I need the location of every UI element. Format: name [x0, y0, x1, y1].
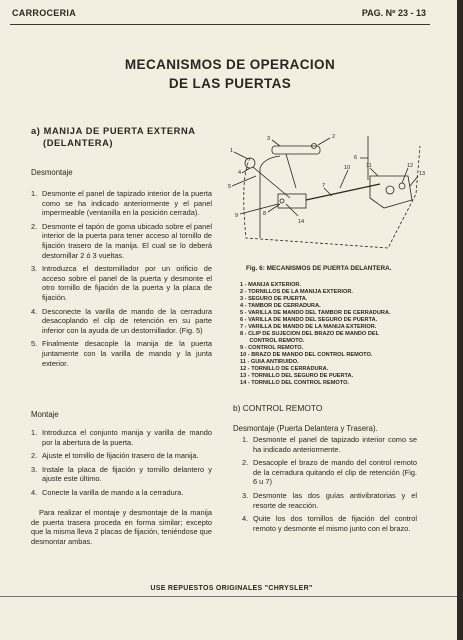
header-section: CARROCERIA	[12, 8, 77, 18]
remote-screw	[280, 199, 284, 203]
legend-item: 10 - BRAZO DE MANDO DEL CONTROL REMOTO.	[240, 352, 373, 358]
page-title-line1: MECANISMOS DE OPERACION	[124, 57, 336, 72]
section-b-subheading: Desmontaje (Puerta Delantera y Trasera).	[233, 424, 378, 433]
callout-label: 3	[267, 136, 271, 142]
section-b-heading: b) CONTROL REMOTO	[233, 403, 323, 413]
page-footer: USE REPUESTOS ORIGINALES "CHRYSLER"	[150, 585, 313, 592]
callout-label: 8	[263, 211, 267, 217]
remote-control-shape	[278, 194, 306, 208]
list-item: 2. Desmonte el tapón de goma ubicado sobre el panel interior de la puerta para tener acceso al tornillo de fijación trasero de la manija. El cual se lo deberá destornillar 2 ó 3 vueltas.	[31, 221, 212, 260]
door-inner-edge	[260, 156, 280, 238]
list-item: 3. Desmonte las dos guías antivibratorias y el resorte de reacción.	[242, 490, 417, 510]
figure-legend	[240, 282, 391, 387]
callout-label: 14	[298, 219, 305, 225]
latch-screw	[399, 183, 405, 189]
scan-edge-shadow	[457, 0, 463, 640]
callout-label: 10	[344, 165, 351, 171]
legend-item: 8 - CLIP DE SUJECION DEL BRAZO DE MANDO DEL	[240, 331, 380, 337]
door-mechanism-diagram	[220, 128, 435, 258]
latch-bolt	[386, 186, 394, 194]
page-header	[10, 6, 430, 25]
list-item: 1. Introduzca el conjunto manija y varilla de mando por la abertura de la puerta.	[31, 428, 212, 447]
door-panel-outline	[244, 146, 420, 248]
rod-cylinder	[253, 167, 290, 198]
header-page-number: PAG. Nº 23 - 13	[361, 8, 426, 18]
section-a-heading-line1: a) MANIJA DE PUERTA EXTERNA	[31, 126, 196, 136]
legend-item: 4 - TAMBOR DE CERRADURA.	[240, 303, 321, 309]
list-item: 2. Ajuste el tornillo de fijación trasero de la manija.	[31, 451, 199, 461]
list-item: 4. Quite los dos tornillos de fijación del control remoto y desmonte el mismo junto con el brazo.	[242, 514, 417, 533]
legend-item: 3 - SEGURO DE PUERTA.	[240, 296, 308, 302]
list-item: 2. Desacople el brazo de mando del control remoto de la cerradura quitando el clip de retención (Fig. 6 u 7)	[242, 458, 417, 487]
callout-label: 13	[419, 171, 426, 177]
callout-label: 6	[354, 155, 358, 161]
rod-handle	[286, 154, 296, 188]
montaje-heading: Montaje	[31, 410, 59, 419]
list-item: 3. Introduzca el destornillador por un orificio de acceso sobre el panel de la puerta y desmonte el otro tornillo de fijación de la puerta y la placa de fijación.	[31, 264, 212, 302]
callout-label: 11	[366, 163, 372, 169]
remote-arm	[306, 184, 380, 200]
callout-label: 9	[235, 213, 239, 219]
callout-label: 4	[238, 170, 242, 176]
legend-item: 2 - TORNILLOS DE LA MANIJA EXTERIOR.	[240, 289, 353, 295]
callout-label: 12	[407, 163, 414, 169]
desmontaje-steps	[31, 189, 212, 372]
latch-shape	[370, 176, 412, 208]
legend-item: CONTROL REMOTO.	[240, 338, 305, 344]
section-a-heading	[31, 125, 226, 149]
list-item: 4. Conecte la varilla de mando a la cerradura.	[31, 487, 184, 497]
legend-item: 5 - VARILLA DE MANDO DEL TAMBOR DE CERRADURA.	[240, 310, 391, 316]
page-title-line2: DE LAS PUERTAS	[168, 76, 292, 91]
legend-item: 12 - TORNILLO DE CERRADURA.	[240, 366, 329, 372]
legend-item: 11 - GUIA ANTIRUIDO.	[240, 359, 299, 365]
legend-item: 14 - TORNILLO DEL CONTROL REMOTO.	[240, 380, 349, 386]
montaje-steps	[31, 428, 212, 502]
section-b-steps	[242, 435, 417, 537]
list-item: 1. Desmonte el panel de tapizado interior como se ha indicado anteriormente.	[242, 435, 417, 454]
list-item: 5. Finalmente desacople la manija de la puerta juntamente con la varilla de mando y la junta exterior.	[31, 339, 212, 368]
legend-item: 7 - VARILLA DE MANDO DE LA MANIJA EXTERIOR.	[240, 324, 377, 330]
callout-label: 1	[230, 148, 234, 154]
figure-caption: Fig. 6: MECANISMOS DE PUERTA DELANTERA.	[246, 265, 392, 272]
callout-label: 5	[228, 184, 232, 190]
list-item: 1. Desmonte el panel de tapizado interior de la puerta como se ha indicado anteriormente y el panel impermeable (ventanilla en la posición cerrada).	[31, 189, 212, 218]
outer-handle-shape	[272, 146, 320, 154]
legend-item: 1 - MANIJA EXTERIOR.	[240, 282, 302, 288]
desmontaje-heading: Desmontaje	[31, 168, 73, 177]
callout-label: 2	[332, 134, 336, 140]
list-item: 4. Desconecte la varilla de mando de la cerradura desacoplando el clip de retención en su parte inferior con la ayuda de un destornillador. (Fig. 5)	[31, 306, 212, 335]
legend-item: 13 - TORNILLO DEL SEGURO DE PUERTA.	[240, 373, 354, 379]
list-item: 3. Instale la placa de fijación y tornillo delantero y ajuste este último.	[31, 464, 212, 484]
montaje-note: Para realizar el montaje y desmontaje de la manija de puerta trasera proceda en forma similar; excepto que la misma lleva 2 placas de fijación, teniéndose que desmontar ambas.	[31, 508, 212, 546]
lock-cylinder-shape	[245, 158, 255, 168]
legend-item: 9 - CONTROL REMOTO.	[240, 345, 304, 351]
callout-label: 7	[322, 183, 326, 189]
footer-divider	[0, 596, 463, 597]
section-a-heading-line2: (DELANTERA)	[43, 138, 114, 148]
legend-item: 6 - VARILLA DE MANDO DEL SEGURO DE PUERTA.	[240, 317, 378, 323]
